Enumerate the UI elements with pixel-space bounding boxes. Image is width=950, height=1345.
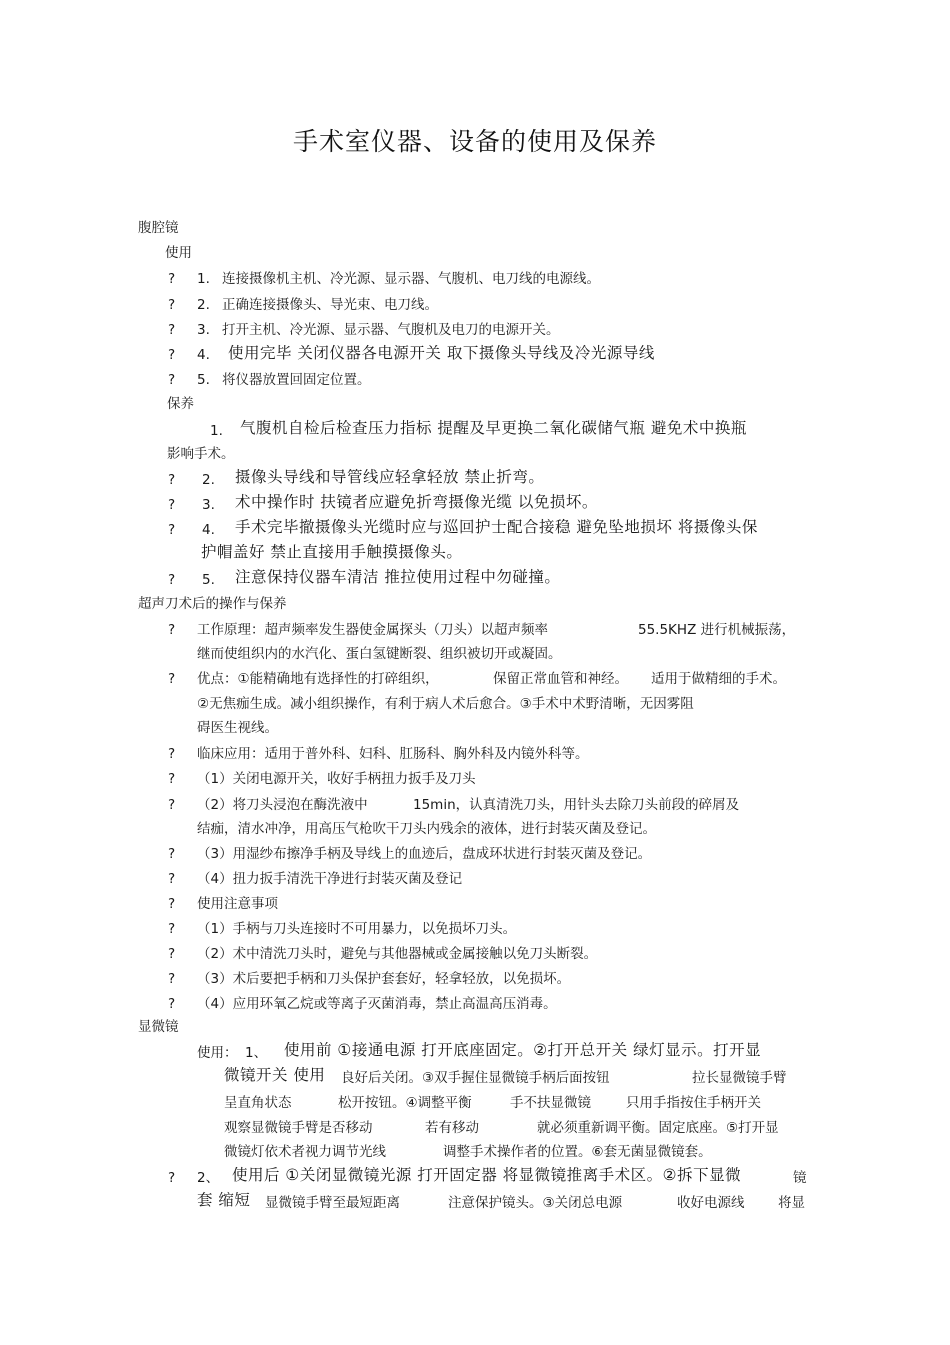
list-item-text: 打开主机、冷光源、显示器、气腹机及电刀的电源开关。 <box>222 322 560 338</box>
paragraph-text: 微镜灯依术者视力调节光线 <box>224 1144 386 1160</box>
paragraph-text: 注意保护镜头。③关闭总电源 <box>448 1195 623 1211</box>
step-text: （3）用湿纱布擦净手柄及导线上的血迹后，盘成环状进行封装灭菌及登记。 <box>197 846 652 862</box>
bullet-mark: ? <box>168 322 176 338</box>
paragraph-text: 保留正常血管和神经。 <box>493 671 628 687</box>
paragraph-text: 良好后关闭。③双手握住显微镜手柄后面按钮 <box>341 1070 610 1086</box>
paragraph-text: 优点：①能精确地有选择性的打碎组织， <box>197 671 439 687</box>
item-number: 1、 <box>245 1045 268 1061</box>
bullet-mark: ? <box>168 896 176 912</box>
step-text: 15min，认真清洗刀头，用针头去除刀头前段的碎屑及 <box>413 797 740 813</box>
list-item-text: 将仪器放置回固定位置。 <box>222 372 371 388</box>
page-title: 手术室仪器、设备的使用及保养 <box>292 127 657 156</box>
bullet-mark: ? <box>168 271 176 287</box>
subheading-use: 使用： <box>197 1045 238 1061</box>
paragraph-text: 手不扶显微镜 <box>510 1095 591 1111</box>
item-number: 5. <box>197 372 210 388</box>
section-heading-laparoscope: 腹腔镜 <box>138 220 179 236</box>
section-heading-microscope: 显微镜 <box>138 1019 179 1035</box>
bullet-mark: ? <box>168 1170 176 1186</box>
paragraph-text: 镜 <box>793 1170 807 1186</box>
bullet-mark: ? <box>168 522 176 538</box>
step-continuation: 结痂，清水冲净，用高压气枪吹干刀头内残余的液体，进行封装灭菌及登记。 <box>197 821 656 837</box>
list-item-text: 手术完毕撤摄像头光缆时应与巡回护士配合接稳 避免坠地损坏 将摄像头保 <box>235 518 758 536</box>
item-number: 5. <box>202 572 215 588</box>
list-item-text: 注意保持仪器车清洁 推拉使用过程中勿碰撞。 <box>235 568 561 586</box>
paragraph-text: 显微镜手臂至最短距离 <box>265 1195 400 1211</box>
paragraph-text: 使用后 ①关闭显微镜光源 打开固定器 将显微镜推离手术区。②拆下显微 <box>232 1166 742 1184</box>
list-item-text: 连接摄像机主机、冷光源、显示器、气腹机、电刀线的电源线。 <box>222 271 600 287</box>
bullet-mark: ? <box>168 921 176 937</box>
note-text: （4）应用环氧乙烷或等离子灭菌消毒，禁止高温高压消毒。 <box>197 996 557 1012</box>
notes-title: 使用注意事项 <box>197 896 278 912</box>
bullet-mark: ? <box>168 497 176 513</box>
step-text: （1）关闭电源开关，收好手柄扭力扳手及刀头 <box>197 771 476 787</box>
paragraph-text: 工作原理：超声频率发生器使金属探头（刀头）以超声频率 <box>197 622 548 638</box>
paragraph-text: 松开按钮。④调整平衡 <box>338 1095 472 1111</box>
paragraph-text: 适用于做精细的手术。 <box>651 671 786 687</box>
bullet-mark: ? <box>168 797 176 813</box>
paragraph-text: 调整手术操作者的位置。⑥套无菌显微镜套。 <box>443 1144 712 1160</box>
list-item-text: 摄像头导线和导管线应轻拿轻放 禁止折弯。 <box>235 468 545 486</box>
paragraph-continuation: 碍医生视线。 <box>197 720 278 736</box>
paragraph-continuation: 继而使组织内的水汽化、蛋白氢键断裂、组织被切开或凝固。 <box>197 646 562 662</box>
bullet-mark: ? <box>168 572 176 588</box>
paragraph-text: 观察显微镜手臂是否移动 <box>224 1120 373 1136</box>
bullet-mark: ? <box>168 996 176 1012</box>
paragraph-continuation: ②无焦痂生成。减小组织操作，有利于病人术后愈合。③手术中术野清晰，无因雾阻 <box>197 696 694 712</box>
paragraph-text: 套 缩短 <box>197 1191 251 1209</box>
section-heading-ultrasonic-scalpel: 超声刀术后的操作与保养 <box>138 596 287 612</box>
item-number: 2. <box>197 297 210 313</box>
paragraph-text: 将显 <box>778 1195 805 1211</box>
paragraph-text: 若有移动 <box>425 1120 479 1136</box>
step-text: （2）将刀头浸泡在酶洗液中 <box>197 797 368 813</box>
bullet-mark: ? <box>168 372 176 388</box>
bullet-mark: ? <box>168 971 176 987</box>
item-number: 1. <box>197 271 210 287</box>
paragraph-text: 就必须重新调平衡。固定底座。⑤打开显 <box>537 1120 779 1136</box>
paragraph-text: 微镜开关 使用 <box>224 1066 326 1084</box>
list-item-text: 术中操作时 扶镜者应避免折弯摄像光缆 以免损坏。 <box>235 493 598 511</box>
bullet-mark: ? <box>168 846 176 862</box>
item-number: 3. <box>202 497 215 513</box>
paragraph-text: 拉长显微镜手臂 <box>692 1070 787 1086</box>
list-item-text: 正确连接摄像头、导光束、电刀线。 <box>222 297 438 313</box>
item-number: 2. <box>202 472 215 488</box>
item-number: 4. <box>202 522 215 538</box>
step-text: （4）扭力扳手清洗干净进行封装灭菌及登记 <box>197 871 463 887</box>
bullet-mark: ? <box>168 622 176 638</box>
bullet-mark: ? <box>168 946 176 962</box>
paragraph-text: 收好电源线 <box>677 1195 745 1211</box>
bullet-mark: ? <box>168 746 176 762</box>
paragraph-text: 呈直角状态 <box>224 1095 292 1111</box>
list-item-continuation: 影响手术。 <box>167 446 235 462</box>
item-number: 3. <box>197 322 210 338</box>
bullet-mark: ? <box>168 472 176 488</box>
note-text: （3）术后要把手柄和刀头保护套套好，轻拿轻放，以免损坏。 <box>197 971 571 987</box>
note-text: （1）手柄与刀头连接时不可用暴力，以免损坏刀头。 <box>197 921 517 937</box>
list-item-text: 气腹机自检后检查压力指标 提醒及早更换二氧化碳储气瓶 避免术中换瓶 <box>240 419 747 437</box>
paragraph-text: 55.5KHZ 进行机械振荡， <box>638 622 796 638</box>
bullet-mark: ? <box>168 871 176 887</box>
item-number: 1. <box>210 423 223 439</box>
bullet-mark: ? <box>168 671 176 687</box>
bullet-mark: ? <box>168 771 176 787</box>
note-text: （2）术中清洗刀头时，避免与其他器械或金属接触以免刀头断裂。 <box>197 946 598 962</box>
subheading-use: 使用 <box>165 245 192 261</box>
list-item-continuation: 护帽盖好 禁止直接用手触摸摄像头。 <box>201 543 463 561</box>
paragraph-text: 只用手指按住手柄开关 <box>626 1095 761 1111</box>
list-item-text: 使用完毕 关闭仪器各电源开关 取下摄像头导线及冷光源导线 <box>228 344 655 362</box>
bullet-mark: ? <box>168 297 176 313</box>
paragraph-text: 使用前 ①接通电源 打开底座固定。②打开总开关 绿灯显示。打开显 <box>284 1041 762 1059</box>
item-number: 2、 <box>197 1170 220 1186</box>
subheading-care: 保养 <box>167 396 194 412</box>
item-number: 4. <box>197 347 210 363</box>
bullet-mark: ? <box>168 347 176 363</box>
paragraph-text: 临床应用：适用于普外科、妇科、肛肠科、胸外科及内镜外科等。 <box>197 746 589 762</box>
